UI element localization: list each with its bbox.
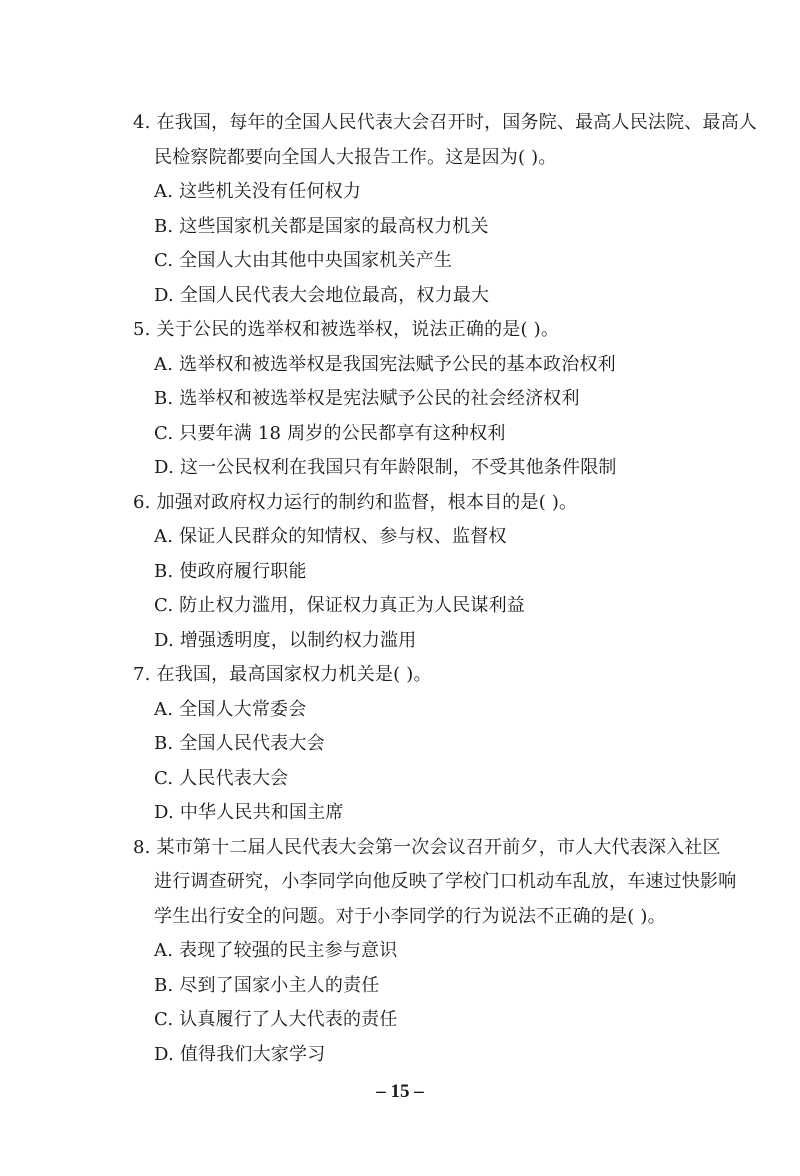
option-c: C. 只要年满 18 周岁的公民都享有这种权利: [154, 422, 506, 444]
option-d: D. 值得我们大家学习: [154, 1043, 326, 1065]
question-7: [133, 658, 773, 831]
question-stem-continued: 学生出行安全的问题。对于小李同学的行为说法不正确的是( )。: [154, 905, 666, 927]
question-list: [133, 106, 773, 1072]
question-4: [133, 106, 773, 313]
option-a: A. 这些机关没有任何权力: [154, 181, 362, 202]
option-d: D. 这一公民权利在我国只有年龄限制，不受其他条件限制: [154, 457, 617, 478]
option-b: B. 全国人民代表大会: [154, 733, 325, 754]
option-d: D. 增强透明度，以制约权力滥用: [154, 629, 417, 651]
option-c: C. 人民代表大会: [154, 767, 289, 789]
option-d: D. 中华人民共和国主席: [154, 802, 344, 823]
option-c: C. 防止权力滥用，保证权力真正为人民谋利益: [154, 595, 525, 616]
option-b: B. 这些国家机关都是国家的最高权力机关: [154, 215, 489, 237]
question-6: [133, 486, 773, 659]
page-number: – 15 –: [376, 1081, 424, 1102]
option-b: B. 选举权和被选举权是宪法赋予公民的社会经济权利: [154, 388, 580, 409]
question-5: [133, 313, 773, 486]
option-d: D. 全国人民代表大会地位最高，权力最大: [154, 284, 490, 306]
question-stem: 6. 加强对政府权力运行的制约和监督，根本目的是( )。: [133, 491, 578, 513]
option-c: C. 全国人大由其他中央国家机关产生: [154, 250, 453, 271]
option-a: A. 全国人大常委会: [154, 698, 307, 720]
question-8: [133, 831, 773, 1073]
option-a: A. 保证人民群众的知情权、参与权、监督权: [154, 526, 507, 547]
question-stem: 8. 某市第十二届人民代表大会第一次会议召开前夕，市人大代表深入社区: [133, 836, 721, 858]
option-b: B. 使政府履行职能: [154, 560, 307, 582]
option-a: A. 表现了较强的民主参与意识: [154, 940, 398, 961]
option-b: B. 尽到了国家小主人的责任: [154, 974, 380, 996]
question-stem: 7. 在我国，最高国家权力机关是( )。: [133, 664, 432, 685]
option-a: A. 选举权和被选举权是我国宪法赋予公民的基本政治权利: [154, 353, 616, 375]
question-stem-continued: 进行调查研究，小李同学向他反映了学校门口机动车乱放，车速过快影响: [154, 871, 737, 892]
option-c: C. 认真履行了人大代表的责任: [154, 1009, 398, 1030]
question-stem-continued: 民检察院都要向全国人大报告工作。这是因为( )。: [154, 146, 557, 168]
question-stem: 5. 关于公民的选举权和被选举权，说法正确的是( )。: [133, 319, 560, 340]
question-stem: 4. 在我国，每年的全国人民代表大会召开时，国务院、最高人民法院、最高人: [133, 112, 758, 133]
